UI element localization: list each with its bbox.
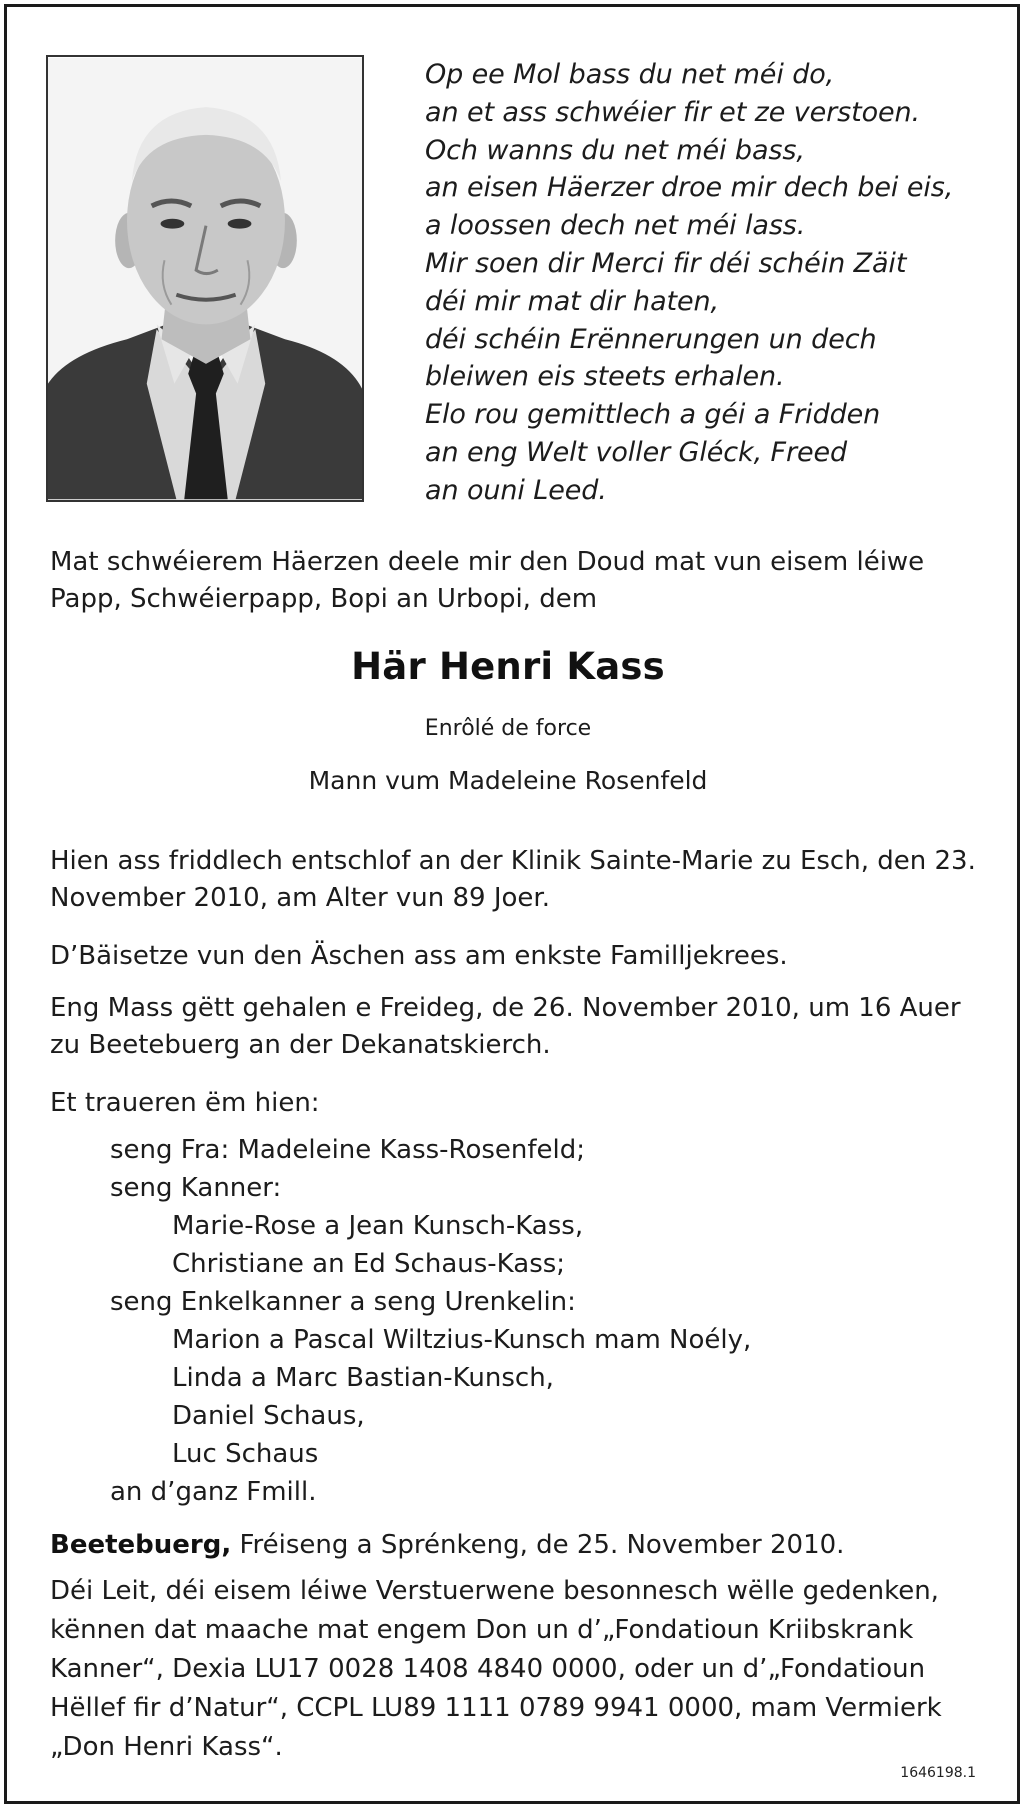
deceased-name: Här Henri Kass [351, 645, 665, 688]
death-announcement: Hien ass friddlech entschlof an der Klinik Sainte-Marie zu Esch, den 23. November 2010, am Alter vun 89 Joer. [50, 846, 976, 913]
poem-line: an eisen Häerzer droe mir dech bei eis, [425, 172, 954, 204]
poem-line: déi schéin Erënnerungen un dech [425, 323, 877, 355]
poem-line: an ouni Leed. [425, 474, 607, 506]
mass-notice: Eng Mass gëtt gehalen e Freideg, de 26. November 2010, um 16 Auer zu Beetebuerg an der Dekanatskierch. [50, 993, 961, 1060]
place-name: Beetebuerg, [50, 1530, 232, 1560]
mourner-grandchild: Daniel Schaus, [172, 1401, 365, 1431]
mourner-wife: seng Fra: Madeleine Kass-Rosenfeld; [110, 1135, 586, 1165]
reference-number: 1646198.1 [900, 1765, 976, 1781]
mourner-grandchild: Luc Schaus [172, 1439, 319, 1469]
donation-notice: Déi Leit, déi eisem léiwe Verstuerwene besonnesch wëlle gedenken, kënnen dat maache mat engem Don un d’„Fondatioun Kriibskrank Kanner“, Dexia LU17 0028 1408 4840 0000, oder un d’„Fondatioun Hëllef fir d’Natur“, CCPL LU89 1111 0789 9941 0000, mam Vermierk „Don Henri Kass“. [50, 1576, 942, 1762]
deceased-spouse: Mann vum Madeleine Rosenfeld [308, 766, 708, 795]
date-text: Fréiseng a Sprénkeng, de 25. November 2010. [231, 1530, 845, 1560]
poem-line: déi mir mat dir haten, [425, 285, 720, 317]
mourner-family: an d’ganz Fmill. [110, 1477, 317, 1507]
poem-line: an eng Welt voller Gléck, Freed [425, 436, 848, 468]
intro-text: Mat schwéierem Häerzen deele mir den Doud mat vun eisem léiwe Papp, Schwéierpapp, Bopi an Urbopi, dem [50, 547, 925, 614]
ashes-notice: D’Bäisetze vun den Äschen ass am enkste Familljekrees. [50, 941, 788, 971]
mourner-grandchild: Marion a Pascal Wiltzius-Kunsch mam Noély, [172, 1325, 752, 1355]
grandchildren-label: seng Enkelkanner a seng Urenkelin: [110, 1287, 576, 1317]
poem-line: a loossen dech net méi lass. [425, 210, 806, 242]
deceased-title: Enrôlé de force [424, 716, 592, 741]
mourner-grandchild: Linda a Marc Bastian-Kunsch, [172, 1363, 554, 1393]
mourner-child: Marie-Rose a Jean Kunsch-Kass, [172, 1211, 584, 1241]
poem-line: Mir soen dir Merci fir déi schéin Zäit [425, 247, 907, 279]
memorial-poem [425, 56, 985, 510]
poem-line: Elo rou gemittlech a géi a Fridden [425, 399, 881, 431]
children-label: seng Kanner: [110, 1173, 282, 1203]
mourners-list [50, 1131, 990, 1511]
mourner-child: Christiane an Ed Schaus-Kass; [172, 1249, 566, 1279]
poem-line: Op ee Mol bass du net méi do, [425, 59, 835, 90]
poem-line: bleiwen eis steets erhalen. [425, 361, 785, 393]
poem-line: an et ass schwéier fir et ze verstoen. [425, 96, 921, 128]
portrait-image [48, 57, 362, 500]
poem-line: Och wanns du net méi bass, [425, 134, 805, 166]
mourners-heading: Et traueren ëm hien: [50, 1088, 320, 1118]
place-date-line [50, 1527, 990, 1564]
portrait-photo [46, 55, 364, 502]
